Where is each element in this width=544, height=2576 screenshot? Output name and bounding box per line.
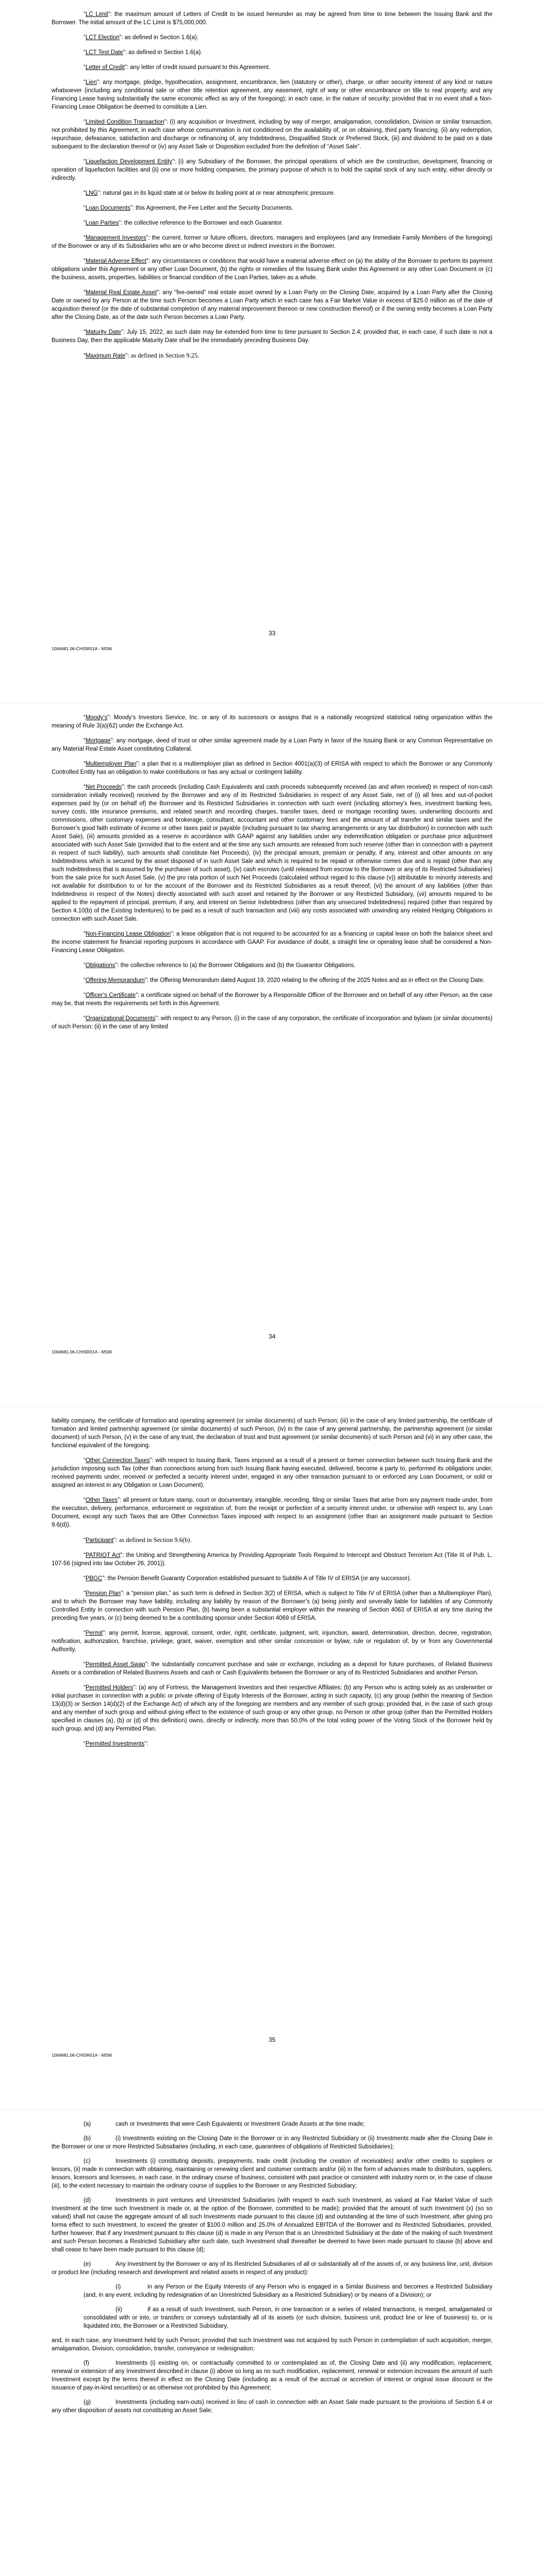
list-item — [52, 2336, 492, 2353]
list-item — [52, 2359, 492, 2392]
definition-paragraph: “Permitted Holders”: (a) any of Fortress, the Management Investors and their respective Affiliates; (b) any Person who is acting solely as an underwriter or initial purchaser in connection with a public or private offering of Equity Interests of the Borrower, acting in such capacity, (c) any group (within the meaning of Section 13(d)(3) or Section 14(d)(2) of the Exchange Act) of which any of the foregoing are members and any member of such group; provided that, in the case of such group and any member of such group and without giving effect to the existence of such group or any other group, no Person or other group (other than the Permitted Holders specified in clauses (a), (b) or (d) of this definition) owns, directly or indirectly, more than 50.0% of the total voting power of the Voting Stock of the Borrower held by such group, and (d) any Permitted Plan. — [52, 1685, 492, 1732]
definition-text: : with respect to any Person, (i) in the case of any corporation, the certificate of incorporation and bylaws (or similar documents) of such Person; (ii) in the case of any limited — [52, 1015, 492, 1030]
item-text: and, in each case, any Investment held by such Person; provided that such Investment was not acquired by such Person in contemplation of such acquisition, merger, amalgamation, Division, consolidation, transfer, conveyance or redesignation; — [52, 2337, 492, 2352]
definition-paragraph: “Loan Parties”: the collective reference to the Borrower and each Guarantor. — [84, 220, 283, 226]
page-36 — [0, 2110, 544, 2576]
definition-text: : with respect to Issuing Bank, Taxes imposed as a result of a present or former connection between such Issuing Bank and the jurisdiction imposing such Tax (other than connections arising from such Issuing Bank having executed, delivered, become a party to, performed its obligations under, received payments under, received or perfected a security interest under, engaged in any other transaction pursuant to or enforced any Loan Document, or sold or assigned an interest in any Obligation or Loan Document). — [52, 1458, 493, 1488]
definition-text: : a plan that is a multiemployer plan as defined in Section 4001(a)(3) of ERISA with respect to which the Borrower or any Commonly Controlled Entity has an obligation to make contributions or has any actual or contingent liability. — [52, 761, 492, 775]
list-item — [52, 2260, 492, 2277]
item-label: (i) — [116, 2284, 121, 2290]
document-code: 1064681.06-CHISR01A - MSW — [52, 646, 112, 651]
definition-paragraph: “Permit”: any permit, license, approval, consent, order, right, certificate, judgment, writ, injunction, award, determination, direction, decree, registration, notification, authorization, franchise, privilege, grant, waiver, exemption and other similar concession or bylaw, rule or regulation of, by or from any Governmental Authority. — [52, 1630, 492, 1653]
defined-term: Letter of Credit — [85, 64, 125, 71]
item-text: Investments (i) constituting deposits, prepayments, trade credit (including the creation of receivables) and/or other credits to suppliers or lessors, (ii) made in connection with obtaining, maintaining or renewing client and customer contracts and/or (iii) in the form of advances made to distributors, suppliers, lessors, licensors and licensees, in each case, in the ordinary course of business, consistent with past practice or consistent with industry norm or, in the case of clause (iii), to the extent necessary to maintain the ordinary course of supplies to the Borrower or any Restricted Subsidiary; — [52, 2158, 492, 2189]
item-text: Investments in joint ventures and Unrestricted Subsidiaries (with respect to each such Investment, as valued at Fair Market Value of such Investment at the time such Investment is made or, at the option of the Borrower, committed to be made); provided that the amount of such Investment (x) (so so valued) shall not cause the aggregate amount of all such Investments made pursuant to this clause (d) and outstanding at the time of such Investment, after giving pro forma effect to such Investment, to exceed the greater of $100.0 million and 25.0% of Annualized EBITDA of the Borrower and its Restricted Subsidiaries, provided, further however, that if any Investment pursuant to this clause (d) is made in any Person that is an Unrestricted Subsidiary at the date of the making of such Investment and such Person becomes a Restricted Subsidiary after such date, such Investment shall thereafter be deemed to have been made pursuant to clause (b) above and shall cease to have been made pursuant to this clause (d); — [52, 2197, 492, 2253]
definition-paragraph: “Permitted Investments”: — [84, 1741, 149, 1747]
item-text: cash or Investments that were Cash Equivalents or Investment Grade Assets at the time made; — [116, 2121, 365, 2127]
definition-text: : the collective reference to (a) the Borrower Obligations and (b) the Guarantor Obligations. — [117, 962, 356, 969]
list-item — [52, 2306, 492, 2330]
list-item — [52, 2196, 492, 2254]
definition-text: : any circumstances or conditions that would have a material adverse effect on (a) the ability of the Borrower to perform its payment obligations under this Agreement or any other Loan Document, (b) the rights or remedies of the Issuing Bank under this Agreement or any other Loan Document or (c) the business, assets, properties, liabilities or financial condition of the Loan Parties, taken as a whole. — [52, 258, 492, 281]
defined-term: Liquefaction Development Entity — [85, 159, 173, 165]
definition-paragraph: “Other Connection Taxes”: with respect to Issuing Bank, Taxes imposed as a result of a present or former connection between such Issuing Bank and the jurisdiction imposing such Tax (other than connections arising from such Issuing Bank having executed, delivered, become a party to, performed its obligations under, received payments under, received or perfected a security interest under, engaged in any other transaction pursuant to or enforced any Loan Document, or sold or assigned an interest in any Obligation or Loan Document). — [52, 1458, 493, 1488]
definition-paragraph: “Material Real Estate Asset”: any “fee-owned” real estate asset owned by a Loan Party on the Closing Date, acquired by a Loan Party after the Closing Date or owned by any Person at the time such Person becomes a Loan Party which in each case has a Fair Market Value in excess of $25.0 million as of the date of acquisition thereof (or the date of substantial completion of any material improvement thereon or new construction thereof) or if the owning entity becomes a Loan Party after the Closing Date, as of the date such Person becomes a Loan Party. — [52, 290, 493, 320]
page-number: 34 — [268, 1333, 276, 1340]
defined-term: LNG — [85, 190, 98, 196]
defined-term: Multiemployer Plan — [85, 761, 137, 767]
defined-term: Moody’s — [85, 715, 108, 721]
definition-text: : the collective reference to the Borrower and each Guarantor. — [121, 220, 283, 226]
definition-paragraph — [52, 1417, 492, 1450]
definition-text: : July 15, 2022, as such date may be extended from time to time pursuant to Section 2.4; provided that, in each case, if such date is not a Business Day, then the applicable Maturity Date shall be the immediately preceding Business Day. — [52, 329, 492, 344]
definition-paragraph: “Organizational Documents”: with respect to any Person, (i) in the case of any corporation, the certificate of incorporation and bylaws (or similar documents) of such Person; (ii) in the case of any limited — [52, 1015, 492, 1030]
page-33 — [0, 0, 544, 703]
defined-term: Permitted Asset Swap — [85, 1662, 145, 1668]
definition-text: : natural gas in its liquid state at or below its boiling point at or near atmospheric pressure. — [100, 190, 335, 196]
definition-text: : the substantially concurrent purchase and sale or exchange, including as a deposit for future purchases, of Related Business Assets or a combination of Related Business Assets and cash or Cash Equivalents between the Borrower or any of its Restricted Subsidiaries and another Person. — [52, 1662, 493, 1676]
defined-term: Limited Condition Transaction — [85, 119, 164, 125]
item-label: (f) — [84, 2360, 89, 2366]
definition-paragraph: “Maturity Date”: July 15, 2022, as such date may be extended from time to time pursuant to Section 2.4; provided that, in each case, if such date is not a Business Day, then the applicable Maturity Date shall be the immediately preceding Business Day. — [52, 329, 492, 344]
definition-paragraph: “Letter of Credit”: any letter of credit issued pursuant to this Agreement. — [84, 64, 270, 71]
defined-term: LC Limit — [85, 11, 108, 18]
definition-paragraph: “Other Taxes”: all present or future stamp, court or documentary, intangible, recording, filing or similar Taxes that arise from any payment made under, from the execution, delivery, performance, enforcement or registration of, from the receipt or perfection of a security interest under, or otherwise with respect to, any Loan Document, except any such Taxes that are Other Connection Taxes imposed with respect to an assignment (other than an assignment made pursuant to Section 9.6(d)). — [52, 1497, 492, 1528]
definition-paragraph: “Mortgage”: any mortgage, deed of trust or other similar agreement made by a Loan Party in favor of the Issuing Bank or any Common Representative on any Material Real Estate Asset constituting Collateral. — [52, 738, 492, 752]
definition-paragraph: “PATRIOT Act”: the Uniting and Strengthening America by Providing Appropriate Tools Required to Intercept and Obstruct Terrorism Act (Title III of Pub. L. 107-56 (signed into law October 26, 2001)). — [52, 1552, 492, 1567]
list-item — [52, 2134, 492, 2151]
item-label: (ii) — [116, 2307, 122, 2313]
definition-paragraph: “Moody’s”: Moody’s Investors Service, Inc. or any of its successors or assigns that is a nationally recognized statistical rating organization within the meaning of Rule 3(a)(62) under the Exchange Act. — [52, 715, 492, 729]
definition-paragraph: “Lien”: any mortgage, pledge, hypothecation, assignment, encumbrance, lien (statutory or other), charge, or other security interest of any kind or nature whatsoever (including any conditional sale or other title retention agreement, any easement, right of way or other encumbrance on title to real property, and any Financing Lease having substantially the same economic effect as any of the foregoing); in each case, in the nature of security; provided that in no event shall a Non-Financing Lease Obligation be deemed to constitute a Lien. — [52, 79, 492, 110]
definition-text: : (a) any of Fortress, the Management Investors and their respective Affiliates; (b) any Person who is acting solely as an underwriter or initial purchaser in connection with a public or private offering of Equity Interests of the Borrower, acting in such capacity, (c) any group (within the meaning of Section 13(d)(3) or Section 14(d)(2) of the Exchange Act) of which any of the foregoing are members and any member of such group; provided that, in the case of such group and any member of such group and without giving effect to the existence of such group or any other group, no Person or other group (other than the Permitted Holders specified in clauses (a), (b) or (d) of this definition) owns, directly or indirectly, more than 50.0% of the total voting power of the Voting Stock of the Borrower held by such group, and (d) any Permitted Plan. — [52, 1685, 492, 1732]
defined-term: Offering Memorandum — [85, 977, 145, 984]
definition-paragraph: “Offering Memorandum”: the Offering Memorandum dated August 19, 2020 relating to the offering of the 2025 Notes and as in effect on the Closing Date. — [84, 977, 485, 984]
defined-term: PATRIOT Act — [85, 1552, 121, 1558]
definition-paragraph: “LNG”: natural gas in its liquid state at or below its boiling point at or near atmospheric pressure. — [84, 190, 335, 196]
definition-text: : any permit, license, approval, consent, order, right, certificate, judgment, writ, injunction, award, determination, direction, decree, registration, notification, authorization, franchise, privilege, grant, waiver, exemption and other similar concession or bylaw, rule or regulation of, by or from any Governmental Authority. — [52, 1630, 492, 1653]
list-item — [52, 2283, 492, 2299]
defined-term: Obligations — [85, 962, 116, 969]
defined-term: Management Investors — [85, 235, 146, 241]
definition-text: : this Agreement, the Fee Letter and the Security Documents. — [132, 205, 293, 211]
definition-paragraph: “LC Limit”: the maximum amount of Letters of Credit to be issued hereunder as may be agreed from time to time between the Issuing Bank and the Borrower. The initial amount of the LC Limit is $75,000,000. — [52, 11, 492, 26]
list-item — [52, 2157, 492, 2190]
item-label: (c) — [84, 2158, 91, 2164]
definition-paragraph: “Multiemployer Plan”: a plan that is a multiemployer plan as defined in Section 4001(a)(3) of ERISA with respect to which the Borrower or any Commonly Controlled Entity has an obligation to make contributions or has any actual or contingent liability. — [52, 761, 492, 775]
definition-text: : the Offering Memorandum dated August 19, 2020 relating to the offering of the 2025 Notes and as in effect on the Closing Date. — [146, 977, 485, 984]
defined-term: Organizational Documents — [85, 1015, 156, 1022]
definition-paragraph: “Obligations”: the collective reference to (a) the Borrower Obligations and (b) the Guarantor Obligations. — [84, 962, 356, 969]
defined-term: Loan Documents — [85, 205, 130, 211]
list-item — [52, 2120, 492, 2128]
item-label: (d) — [84, 2197, 91, 2204]
defined-term: Maximum Rate — [85, 353, 126, 359]
list-item — [52, 2398, 492, 2415]
definition-text: : the cash proceeds (including Cash Equivalents and cash proceeds subsequently received (as and when received) in respect of non-cash consideration initially received) received by the Borrower and any of its Restricted Subsidiaries in respect of any Asset Sale, net of (i) all fees and out-of-pocket expenses paid by (or on behalf of) the Borrower and its Restricted Subsidiaries in connection with such event (including attorney’s fees, investment banking fees, survey costs, title insurance premiums, and related search and recording charges, transfer taxes, deed or mortgage recording taxes, underwriting discounts and commissions, other customary expenses and brokerage, consultant, accountant and other customary fees and the amount of all transfer and similar taxes and the Borrower’s good faith estimate of income or other taxes paid or payable (including pursuant to tax sharing arrangements or any tax distribution) in connection with such Asset Sale), (iii) amounts provided as a reserve in accordance with GAAP against any liabilities under any indemnification obligation or purchase price adjustment associated with such Asset Sale (provided that to the extent and at the time any such amounts are released from such reserve (other than in connection with a payment in respect of such liability), such amounts shall constitute Net Proceeds), (iv) the principal amount, premium or penalty, if any, interest and other amounts on any Indebtedness which is secured by the asset disposed of in such Asset Sale and which is required to be repaid or otherwise comes due and is repaid (other than any such Indebtedness that is assumed by the purchaser of such asset), (iv) cash escrows (until released from escrow to the Borrower or any of its Restricted Subsidiaries) from the sale price for such Asset Sale, (v) the pro rata portion of such Net Proceeds (calculated without regard to this clause (v)) attributable to minority interests and not available for distribution to or for the account of the Borrower and its Restricted Subsidiaries as a result thereof, (vi) the amount of any liabilities (other than Indebtedness in respect of the Notes) directly associated with such asset and retained by the Borrower or any Restricted Subsidiary, (vii) amounts required to be applied to the repayment of principal, premium, if any, and interest on Senior Indebtedness (other than any unsecured Indebtedness) required (other than required by Section 4.10(b) of the Existing Indentures) to be paid as a result of such transaction and (viii) any costs associated with unwinding any related Hedging Obligations in connection with such Asset Sale. — [52, 784, 492, 922]
page-35 — [0, 1406, 544, 2110]
page-number: 35 — [268, 2036, 276, 2043]
item-text: (i) Investments existing on the Closing Date in the Borrower or in any Restricted Subsidiary or (ii) Investments made after the Closing Date in the Borrower or one or more Restricted Subsidiaries (including, in each case, guarantees of obligations of Restricted Subsidiaries); — [52, 2136, 492, 2150]
definition-paragraph: “Non-Financing Lease Obligation”: a lease obligation that is not required to be accounted for as a financing or capital lease on both the balance sheet and the income statement for financial reporting purposes in accordance with GAAP. For avoidance of doubt, a straight line or operating lease shall be considered a Non-Financing Lease Obligation. — [52, 931, 492, 954]
page-34 — [0, 703, 544, 1406]
document-code: 1064681.06-CHISR01A - MSW — [52, 2053, 112, 2058]
defined-term: Lien — [85, 79, 97, 86]
definition-paragraph: “Maximum Rate”: as defined in Section 9.25. — [84, 352, 200, 359]
defined-term: Participant — [85, 1537, 114, 1544]
defined-term: Material Real Estate Asset — [85, 290, 157, 296]
definition-paragraph: “Pension Plan”: a “pension plan,” as such term is defined in Section 3(2) of ERISA, which is subject to Title IV of ERISA (other than a Multiemployer Plan), and to which the Borrower may have liability, including any liability by reason of the Borrower’s (a) being jointly and severally liable for liabilities of any Commonly Controlled Entity in connection with such Pension Plan, (b) having been a substantial employer within the meaning of Section 4063 of ERISA at any time during the preceding five years, or (c) being deemed to be a contributing sponsor under Section 4069 of ERISA. — [52, 1590, 492, 1621]
item-text: Investments (i) existing on, or contractually committed to or contemplated as of, the Closing Date and (ii) any modification, replacement, renewal or extension of any Investment described in clause (i) above so long as no such modification, replacement, renewal or extension increases the amount of such Investment except by the terms thereof in effect on the Closing Date (including as a result of the accrual or accretion of interest or original issue discount or the issuance of pay-in-kind securities) or as otherwise not prohibited by this Agreement; — [52, 2360, 492, 2391]
item-label: (g) — [84, 2399, 91, 2405]
defined-term: Loan Parties — [85, 220, 119, 226]
definition-text: : as defined in Section 1.6(a). — [121, 35, 199, 41]
definition-text: : (i) any acquisition or Investment, including by way of merger, amalgamation, consolidation, Division or similar transaction, not prohibited by this Agreement, in each case whose consummation is not conditioned on the availability of, or on obtaining, third party financing, (ii) any redemption, repurchase, defeasance, satisfaction and discharge or refinancing of, any Indebtedness, Disqualified Stock or Preferred Stock, (iii) and dividend to be paid on a date subsequent to the declaration thereof or (iv) any Asset Sale or Disposition excluded from the definition of “Asset Sale”. — [52, 119, 492, 150]
item-text: Any Investment by the Borrower or any of its Restricted Subsidiaries of all or substantially all of the assets of, or any business line, unit, division or product line (including research and development and related assets in respect of any product): — [52, 2261, 492, 2276]
definition-paragraph: “PBGC”: the Pension Benefit Guaranty Corporation established pursuant to Subtitle A of Title IV of ERISA (or any successor). — [84, 1575, 411, 1582]
definition-paragraph: “Net Proceeds”: the cash proceeds (including Cash Equivalents and cash proceeds subsequently received (as and when received) in respect of non-cash consideration initially received) received by the Borrower and any of its Restricted Subsidiaries in respect of any Asset Sale, net of (i) all fees and out-of-pocket expenses paid by (or on behalf of) the Borrower and its Restricted Subsidiaries in connection with such event (including attorney’s fees, investment banking fees, survey costs, title insurance premiums, and related search and recording charges, transfer taxes, deed or mortgage recording taxes, underwriting discounts and commissions, other customary expenses and brokerage, consultant, accountant and other customary fees and the amount of all transfer and similar taxes and the Borrower’s good faith estimate of income or other taxes paid or payable (including pursuant to tax sharing arrangements or any tax distribution) in connection with such Asset Sale), (iii) amounts provided as a reserve in accordance with GAAP against any liabilities under any indemnification obligation or purchase price adjustment associated with such Asset Sale (provided that to the extent and at the time any such amounts are released from such reserve (other than in connection with a payment in respect of such liability), such amounts shall constitute Net Proceeds), (iv) the principal amount, premium or penalty, if any, interest and other amounts on any Indebtedness which is secured by the asset disposed of in such Asset Sale and which is required to be repaid or otherwise comes due and is repaid (other than any such Indebtedness that is assumed by the purchaser of such asset), (iv) cash escrows (until released from escrow to the Borrower or any of its Restricted Subsidiaries) from the sale price for such Asset Sale, (v) the pro rata portion of such Net Proceeds (calculated without regard to this clause (v)) attributable to minority interests and not available for distribution to or for the account of the Borrower and its Restricted Subsidiaries as a result thereof, (vi) the amount of any liabilities (other than Indebtedness in respect of the Notes) directly associated with such asset and retained by the Borrower or any Restricted Subsidiary, (vii) amounts required to be applied to the repayment of principal, premium, if any, and interest on Senior Indebtedness (other than any unsecured Indebtedness) required (other than required by Section 4.10(b) of the Existing Indentures) to be paid as a result of such transaction and (viii) any costs associated with unwinding any related Hedging Obligations in connection with such Asset Sale. — [52, 784, 492, 922]
definition-text: : any “fee-owned” real estate asset owned by a Loan Party on the Closing Date, acquired by a Loan Party after the Closing Date or owned by any Person at the time such Person becomes a Loan Party which in each case has a Fair Market Value in excess of $25.0 million as of the date of acquisition thereof (or the date of substantial completion of any material improvement thereon or new construction thereof) or if the owning entity becomes a Loan Party after the Closing Date, as of the date such Person becomes a Loan Party. — [52, 290, 493, 320]
definition-paragraph: “Management Investors”: the current, former or future officers, directors, managers and employees (and any Immediate Family Members of the foregoing) of the Borrower or any of its Subsidiaries who are or who become direct or indirect investors in the Borrower. — [52, 235, 492, 249]
definition-text: liability company, the certificate of formation and operating agreement (or similar documents) of such Person; (iii) in the case of any limited partnership, the certificate of formation and limited partnership agreement (or similar documents) of such Person, (iv) in the case of any general partnership, the partnership agreement (or similar document) of such Person, (v) in the case of any trust, the declaration of trust and trust agreement (or similar documents) of such Person and (vi) in any other case, the functional equivalent of the foregoing. — [52, 1418, 492, 1449]
defined-term: Non-Financing Lease Obligation — [85, 931, 171, 937]
defined-term: Pension Plan — [85, 1590, 121, 1597]
defined-term: Permitted Holders — [85, 1685, 134, 1691]
definition-text: : — [146, 1741, 149, 1747]
definition-paragraph: “Liquefaction Development Entity”: (i) any Subsidiary of the Borrower, the principal operations of which are the construction, development, financing or operation of liquefaction facilities and (ii) one or more holding companies, the primary purpose of which is to hold the capital stock of any such entity, either directly or indirectly. — [52, 159, 492, 181]
definition-text: : as defined in Section 9.6(b). — [116, 1536, 192, 1544]
definition-paragraph: “Permitted Asset Swap”: the substantially concurrent purchase and sale or exchange, including as a deposit for future purchases, of Related Business Assets or a combination of Related Business Assets and cash or Cash Equivalents between the Borrower or any of its Restricted Subsidiaries and another Person. — [52, 1662, 493, 1676]
defined-term: Net Proceeds — [85, 784, 122, 790]
defined-term: LCT Test Date — [85, 49, 123, 56]
item-text: if as a result of such Investment, such Person, in one transaction or a series of related transactions, is merged, amalgamated or consolidated with or into, or transfers or conveys substantially all of its assets (or such division, business unit, product line or line of business) to, or is liquidated into, the Borrower or a Restricted Subsidiary, — [84, 2307, 492, 2329]
definition-text: : the maximum amount of Letters of Credit to be issued hereunder as may be agreed from time to time between the Issuing Bank and the Borrower. The initial amount of the LC Limit is $75,000,000. — [52, 11, 492, 26]
defined-term: Other Taxes — [85, 1497, 118, 1503]
item-text: Investments (including earn-outs) received in lieu of cash in connection with an Asset Sale made pursuant to the provisions of Section 6.4 or any other disposition of assets not constituting an Asset Sale; — [52, 2399, 492, 2414]
definition-text: : the Pension Benefit Guaranty Corporation established pursuant to Subtitle A of Title IV of ERISA (or any successor). — [104, 1575, 411, 1582]
definition-text: : all present or future stamp, court or documentary, intangible, recording, filing or similar Taxes that arise from any payment made under, from the execution, delivery, performance, enforcement or registration of, from the receipt or perfection of a security interest under, or otherwise with respect to, any Loan Document, except any such Taxes that are Other Connection Taxes imposed with respect to an assignment (other than an assignment made pursuant to Section 9.6(d)). — [52, 1497, 492, 1528]
definition-text: : any mortgage, deed of trust or other similar agreement made by a Loan Party in favor of the Issuing Bank or any Common Representative on any Material Real Estate Asset constituting Collateral. — [52, 738, 492, 752]
defined-term: LCT Election — [85, 35, 120, 41]
definition-text: : Moody’s Investors Service, Inc. or any of its successors or assigns that is a nationally recognized statistical rating organization within the meaning of Rule 3(a)(62) under the Exchange Act. — [52, 715, 492, 729]
definition-text: : the Uniting and Strengthening America by Providing Appropriate Tools Required to Intercept and Obstruct Terrorism Act (Title III of Pub. L. 107-56 (signed into law October 26, 2001)). — [52, 1552, 492, 1567]
definition-text: : as defined in Section 1.6(a). — [125, 49, 203, 56]
defined-term: Officer’s Certificate — [85, 992, 136, 998]
defined-term: Mortgage — [85, 738, 111, 744]
definition-paragraph: “LCT Election”: as defined in Section 1.6(a). — [84, 35, 199, 41]
defined-term: Other Connection Taxes — [85, 1458, 150, 1464]
item-label: (e) — [84, 2261, 91, 2267]
definition-text: : any mortgage, pledge, hypothecation, assignment, encumbrance, lien (statutory or other), charge, or other security interest of any kind or nature whatsoever (including any conditional sale or other title retention agreement, any easement, right of way or other encumbrance on title to real property, and any Financing Lease having substantially the same economic effect as any of the foregoing); in each case, in the nature of security; provided that in no event shall a Non-Financing Lease Obligation be deemed to constitute a Lien. — [52, 79, 492, 110]
definition-paragraph: “Material Adverse Effect”: any circumstances or conditions that would have a material adverse effect on (a) the ability of the Borrower to perform its payment obligations under this Agreement or any other Loan Document, (b) the rights or remedies of the Issuing Bank under this Agreement or any other Loan Document or (c) the business, assets, properties, liabilities or financial condition of the Loan Parties, taken as a whole. — [52, 258, 492, 281]
definition-text: : a lease obligation that is not required to be accounted for as a financing or capital lease on both the balance sheet and the income statement for financial reporting purposes in accordance with GAAP. For avoidance of doubt, a straight line or operating lease shall be considered a Non-Financing Lease Obligation. — [52, 931, 492, 954]
definition-paragraph: “Loan Documents”: this Agreement, the Fee Letter and the Security Documents. — [84, 205, 293, 211]
defined-term: Maturity Date — [85, 329, 121, 335]
definition-text: : (i) any Subsidiary of the Borrower, the principal operations of which are the construction, development, financing or operation of liquefaction facilities and (ii) one or more holding companies, the primary purpose of which is to hold the capital stock of any such entity, either directly or indirectly. — [52, 159, 492, 181]
definition-text: : a certificate signed on behalf of the Borrower by a Responsible Officer of the Borrower and on behalf of any other Person, as the case may be, that meets the requirements set forth in this Agreement. — [52, 992, 492, 1007]
definition-paragraph: “Limited Condition Transaction”: (i) any acquisition or Investment, including by way of merger, amalgamation, consolidation, Division or similar transaction, not prohibited by this Agreement, in each case whose consummation is not conditioned on the availability of, or on obtaining, third party financing, (ii) any redemption, repurchase, defeasance, satisfaction and discharge or refinancing of, any Indebtedness, Disqualified Stock or Preferred Stock, (iii) and dividend to be paid on a date subsequent to the declaration thereof or (iv) any Asset Sale or Disposition excluded from the definition of “Asset Sale”. — [52, 119, 492, 150]
defined-term: Permitted Investments — [85, 1741, 145, 1747]
definition-text: : any letter of credit issued pursuant to this Agreement. — [126, 64, 270, 71]
definition-text: : the current, former or future officers, directors, managers and employees (and any Immediate Family Members of the foregoing) of the Borrower or any of its Subsidiaries who are or who become direct or indirect investors in the Borrower. — [52, 235, 492, 249]
item-text: in any Person or the Equity Interests of any Person who is engaged in a Similar Business and becomes a Restricted Subsidiary (and, in any event, including by redesignation of an Unrestricted Subsidiary as a Restricted Subsidiary) or by means of a Division); or — [84, 2284, 492, 2298]
definition-paragraph: “LCT Test Date”: as defined in Section 1.6(a). — [84, 49, 203, 56]
defined-term: Material Adverse Effect — [85, 258, 146, 264]
definition-text: : as defined in Section 9.25. — [127, 352, 200, 359]
defined-term: PBGC — [85, 1575, 103, 1582]
defined-term: Permit — [85, 1630, 103, 1636]
definition-text: : a “pension plan,” as such term is defined in Section 3(2) of ERISA, which is subject to Title IV of ERISA (other than a Multiemployer Plan), and to which the Borrower may have liability, including any liability by reason of the Borrower’s (a) being jointly and severally liable for liabilities of any Commonly Controlled Entity in connection with such Pension Plan, (b) having been a substantial employer within the meaning of Section 4063 of ERISA at any time during the preceding five years, or (c) being deemed to be a contributing sponsor under Section 4069 of ERISA. — [52, 1590, 492, 1621]
document-code: 1064681.06-CHISR01A - MSW — [52, 1349, 112, 1354]
definition-paragraph: “Participant”: as defined in Section 9.6(b). — [84, 1536, 192, 1544]
page-number: 33 — [268, 630, 276, 637]
definition-paragraph: “Officer’s Certificate”: a certificate signed on behalf of the Borrower by a Responsible Officer of the Borrower and on behalf of any other Person, as the case may be, that meets the requirements set forth in this Agreement. — [52, 992, 492, 1007]
item-label: (b) — [84, 2136, 91, 2142]
item-label: (a) — [84, 2121, 91, 2127]
